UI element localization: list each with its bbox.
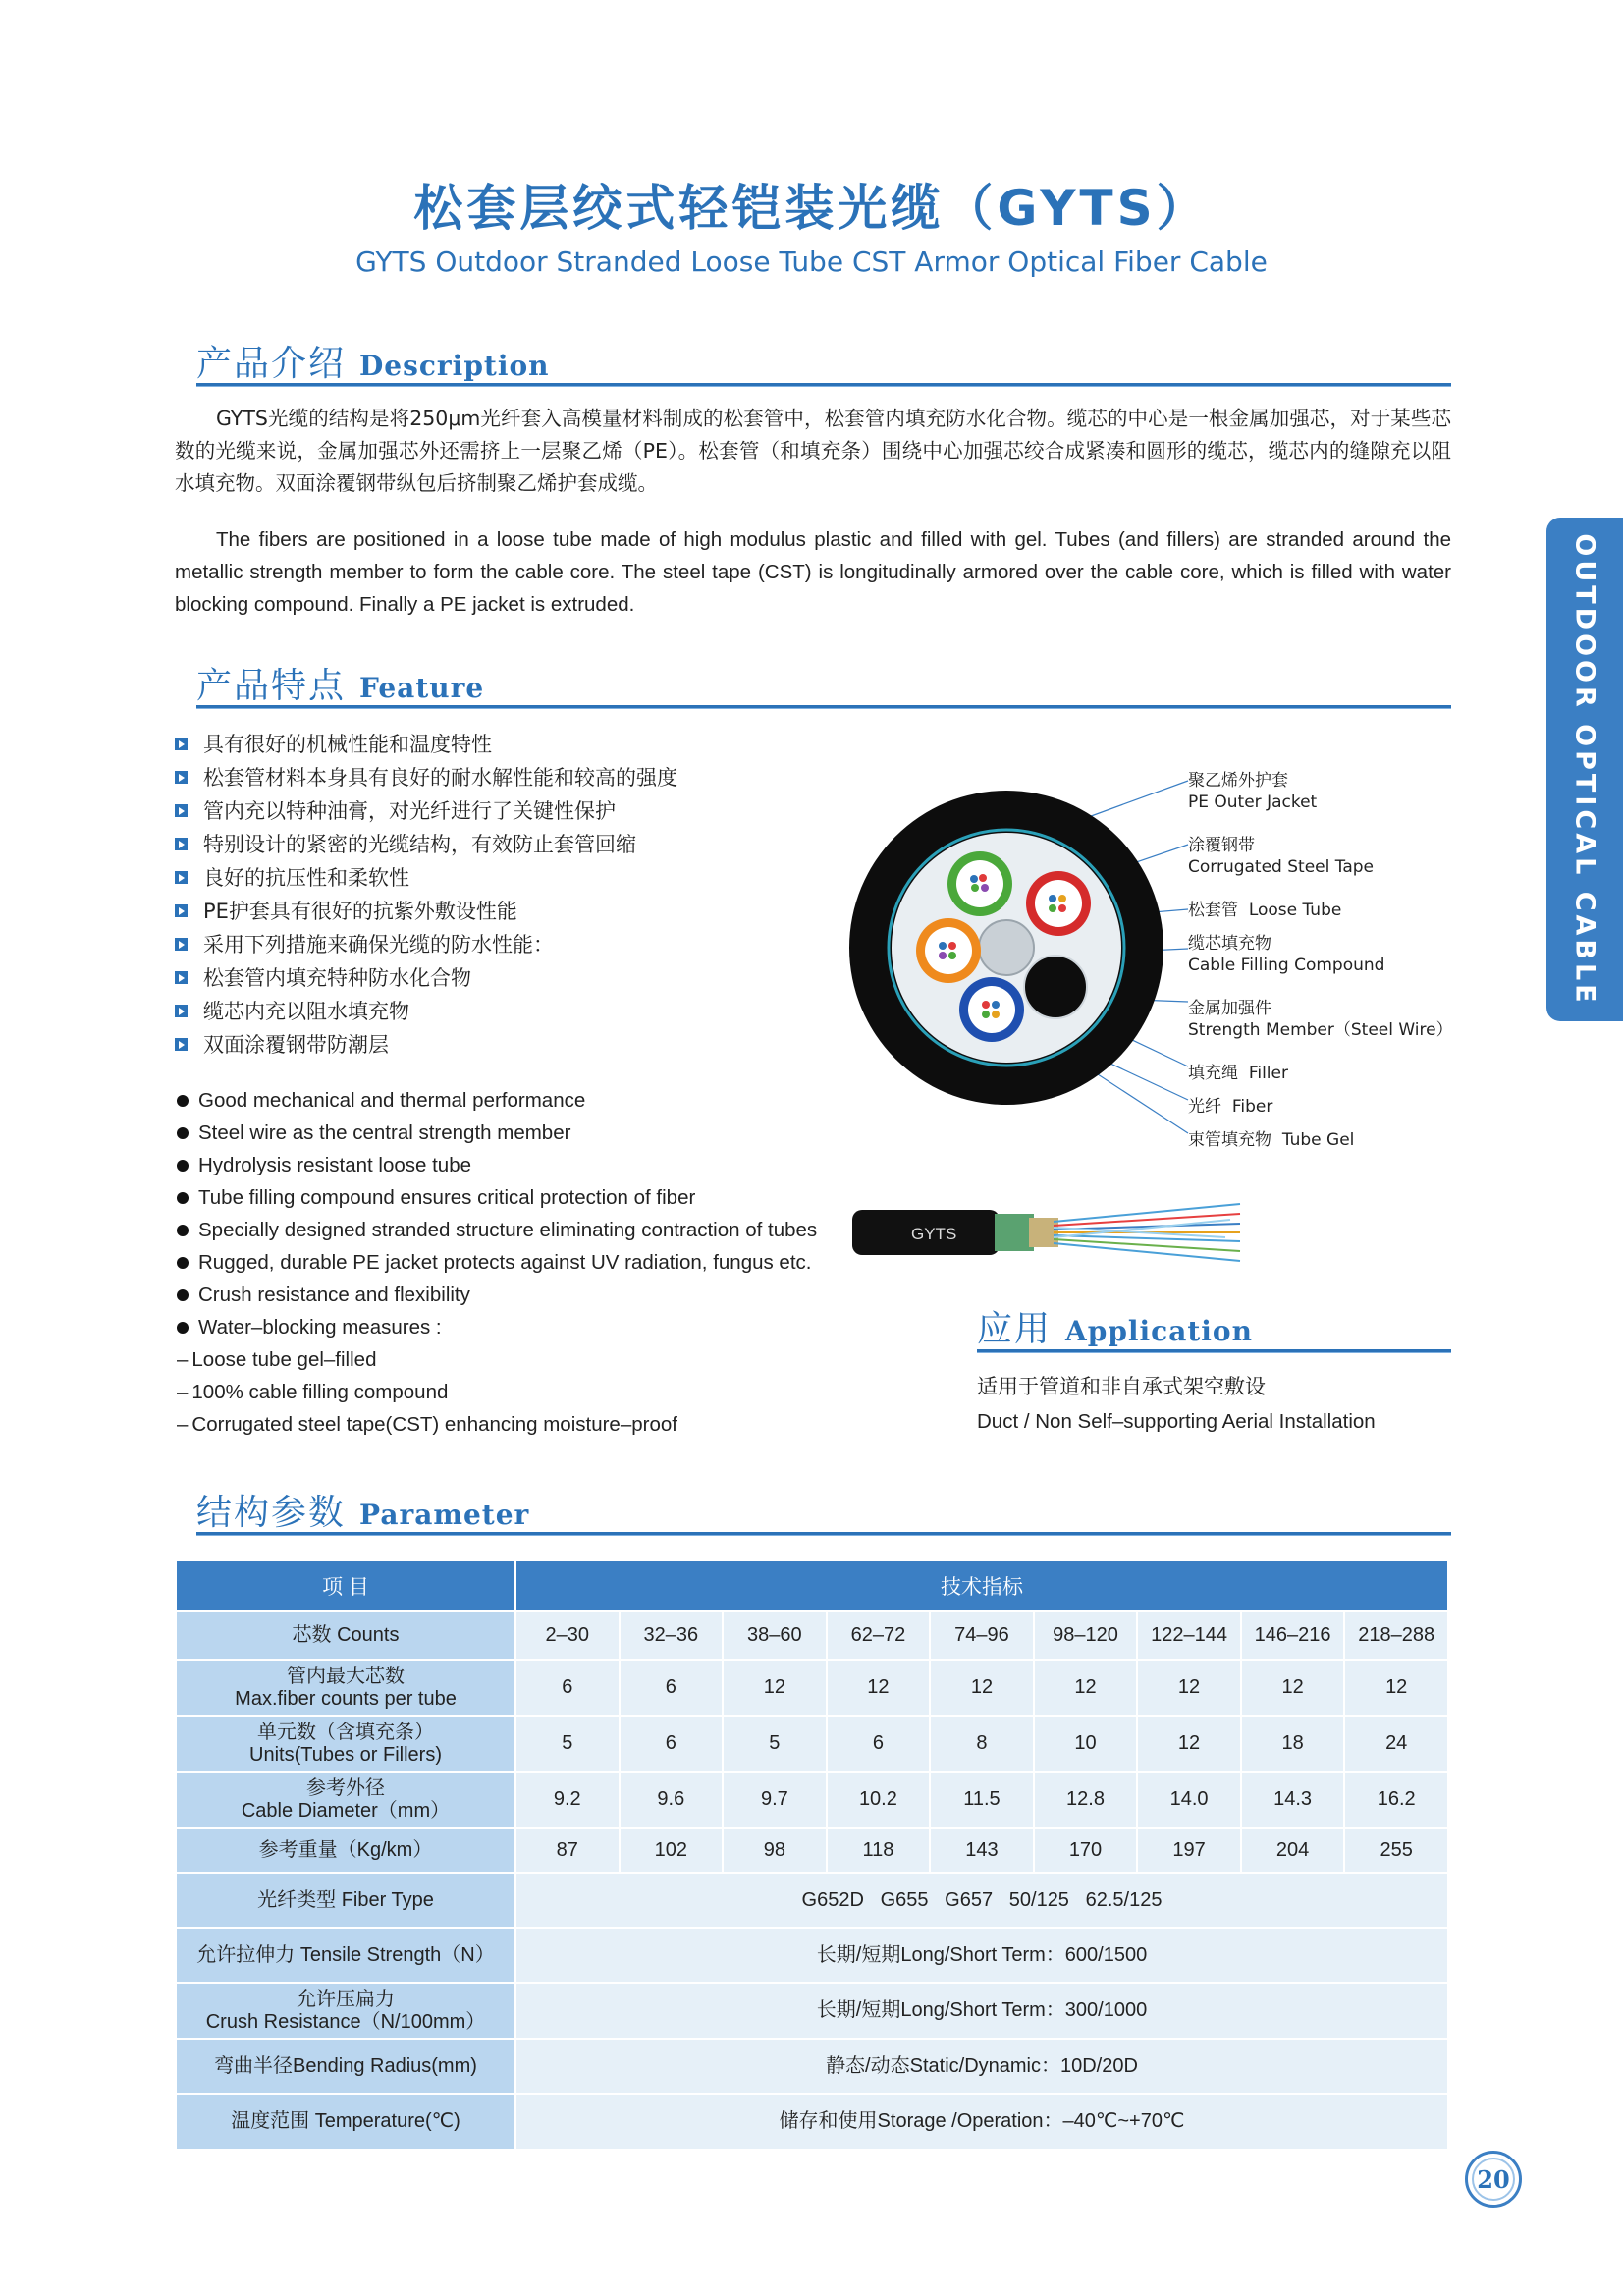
table-cell: 12 xyxy=(827,1660,931,1716)
callout-tube-gel: 束管填充物 Tube Gel xyxy=(1188,1130,1355,1150)
feature-item-zh xyxy=(175,727,882,760)
loose-tube-red xyxy=(1026,871,1091,936)
table-row xyxy=(176,1928,1448,1983)
arrow-bullet-icon xyxy=(175,904,188,917)
feature-heading-en: Feature xyxy=(359,672,485,704)
dash-marker: – xyxy=(177,1380,189,1403)
application-heading-en: Application xyxy=(1065,1315,1253,1347)
arrow-bullet-icon xyxy=(175,738,188,750)
table-row xyxy=(176,1611,1448,1660)
table-cell: 10 xyxy=(1034,1716,1138,1772)
row-label: 参考重量（Kg/km） xyxy=(176,1828,515,1873)
row-label: 参考外径 Cable Diameter（mm） xyxy=(176,1772,515,1828)
table-cell: 储存和使用Storage /Operation：–40℃~+70℃ xyxy=(515,2094,1448,2150)
table-cell: 6 xyxy=(620,1660,724,1716)
table-cell: 118 xyxy=(827,1828,931,1873)
feature-item-text: 双面涂覆钢带防潮层 xyxy=(203,1033,389,1057)
table-cell: 14.3 xyxy=(1241,1772,1345,1828)
feature-item-text: 特别设计的紧密的光缆结构，有效防止套管回缩 xyxy=(203,833,636,856)
callout-jacket: 聚乙烯外护套 PE Outer Jacket xyxy=(1188,771,1318,812)
table-cell: 12 xyxy=(930,1660,1034,1716)
arrow-bullet-icon xyxy=(175,971,188,984)
table-cell: 11.5 xyxy=(930,1772,1034,1828)
feature-item-text: Hydrolysis resistant loose tube xyxy=(198,1153,472,1176)
feature-item-text: Specially designed stranded structure eliminating contraction of tubes xyxy=(198,1218,818,1241)
table-cell: 10.2 xyxy=(827,1772,931,1828)
feature-item-en xyxy=(177,1084,864,1117)
header-spec: 技术指标 xyxy=(515,1560,1448,1611)
table-cell: 98–120 xyxy=(1034,1611,1138,1660)
feature-item-zh xyxy=(175,994,882,1027)
feature-heading-zh: 产品特点 xyxy=(196,666,347,706)
table-row xyxy=(176,2094,1448,2150)
table-cell: 204 xyxy=(1241,1828,1345,1873)
table-cell: 170 xyxy=(1034,1828,1138,1873)
table-cell: 24 xyxy=(1344,1716,1448,1772)
table-row xyxy=(176,1716,1448,1772)
feature-item-text: Tube filling compound ensures critical protection of fiber xyxy=(198,1185,696,1209)
table-header-row xyxy=(176,1560,1448,1611)
feature-item-zh xyxy=(175,894,882,927)
table-cell: 长期/短期Long/Short Term：300/1000 xyxy=(515,1983,1448,2039)
table-row xyxy=(176,1660,1448,1716)
table-cell: 197 xyxy=(1137,1828,1241,1873)
dash-marker: – xyxy=(177,1347,189,1371)
cable-print-text: GYTS xyxy=(911,1225,957,1243)
table-row xyxy=(176,1983,1448,2039)
feature-item-text: Water–blocking measures : xyxy=(198,1315,442,1339)
arrow-bullet-icon xyxy=(175,1038,188,1051)
arrow-bullet-icon xyxy=(175,838,188,850)
feature-item-text: Corrugated steel tape(CST) enhancing moisture–proof xyxy=(191,1412,677,1436)
table-cell: 146–216 xyxy=(1241,1611,1345,1660)
bullet-dot-icon xyxy=(177,1127,189,1139)
arrow-bullet-icon xyxy=(175,1005,188,1017)
table-cell: 9.7 xyxy=(723,1772,827,1828)
description-rule xyxy=(196,383,1451,387)
table-cell: 32–36 xyxy=(620,1611,724,1660)
table-cell: 6 xyxy=(515,1660,620,1716)
arrow-bullet-icon xyxy=(175,804,188,817)
table-cell: G652D G655 G657 50/125 62.5/125 xyxy=(515,1873,1448,1928)
feature-item-en xyxy=(177,1117,864,1149)
table-cell: 18 xyxy=(1241,1716,1345,1772)
feature-item-en xyxy=(177,1181,864,1214)
feature-item-zh xyxy=(175,760,882,793)
bullet-dot-icon xyxy=(177,1095,189,1107)
row-label: 光纤类型 Fiber Type xyxy=(176,1873,515,1928)
table-cell: 255 xyxy=(1344,1828,1448,1873)
table-cell: 12.8 xyxy=(1034,1772,1138,1828)
feature-item-text: Crush resistance and flexibility xyxy=(198,1283,470,1306)
table-cell: 8 xyxy=(930,1716,1034,1772)
feature-item-text: 松套管内填充特种防水化合物 xyxy=(203,966,471,990)
table-cell: 9.2 xyxy=(515,1772,620,1828)
callout-filling-compound: 缆芯填充物 Cable Filling Compound xyxy=(1188,934,1385,975)
parameter-rule xyxy=(196,1532,1451,1536)
table-cell: 122–144 xyxy=(1137,1611,1241,1660)
feature-item-zh xyxy=(175,927,882,960)
feature-item-en-dash xyxy=(177,1376,864,1408)
table-cell: 长期/短期Long/Short Term：600/1500 xyxy=(515,1928,1448,1983)
parameter-table xyxy=(175,1559,1449,2151)
feature-item-en xyxy=(177,1246,864,1279)
feature-item-text: PE护套具有很好的抗紫外敷设性能 xyxy=(203,900,517,923)
bullet-dot-icon xyxy=(177,1257,189,1269)
cable-cross-section xyxy=(844,756,1198,1159)
table-cell: 12 xyxy=(1137,1716,1241,1772)
feature-item-en xyxy=(177,1279,864,1311)
feature-item-en xyxy=(177,1311,864,1343)
table-cell: 6 xyxy=(827,1716,931,1772)
loose-tube-green xyxy=(947,851,1012,916)
table-cell: 12 xyxy=(1241,1660,1345,1716)
feature-item-text: 缆芯内充以阻水填充物 xyxy=(203,1000,409,1023)
feature-item-text: 采用下列措施来确保光缆的防水性能： xyxy=(203,933,554,957)
row-label: 弯曲半径Bending Radius(mm) xyxy=(176,2039,515,2094)
feature-item-text: Good mechanical and thermal performance xyxy=(198,1088,586,1112)
feature-item-zh xyxy=(175,860,882,894)
feature-item-text: 松套管材料本身具有良好的耐水解性能和较高的强度 xyxy=(203,766,677,790)
description-text-zh: GYTS光缆的结构是将250μm光纤套入高模量材料制成的松套管中，松套管内填充防水化合物。缆芯的中心是一根金属加强芯，对于某些芯数的光缆来说，金属加强芯外还需挤上一层聚乙烯（PE）。松套管（和填充条）围绕中心加强芯绞合成紧凑和圆形的缆芯，缆芯内的缝隙充以阻水填充物。双面涂覆钢带纵包后挤制聚乙烯护套成缆。 xyxy=(175,407,1451,495)
table-cell: 38–60 xyxy=(723,1611,827,1660)
feature-item-text: 具有很好的机械性能和温度特性 xyxy=(203,733,492,756)
feature-item-text: 良好的抗压性和柔软性 xyxy=(203,866,409,890)
description-heading-en: Description xyxy=(359,350,550,382)
feature-item-en-dash xyxy=(177,1408,864,1441)
cable-armor-shape xyxy=(995,1214,1034,1251)
callout-steel-tape: 涂覆钢带 Corrugated Steel Tape xyxy=(1188,836,1374,877)
table-cell: 12 xyxy=(1034,1660,1138,1716)
feature-item-zh xyxy=(175,1027,882,1061)
table-cell: 5 xyxy=(515,1716,620,1772)
row-label: 允许压扁力 Crush Resistance（N/100mm） xyxy=(176,1983,515,2039)
feature-item-en-dash xyxy=(177,1343,864,1376)
cable-side-view xyxy=(852,1198,1255,1267)
cable-fibers-shape xyxy=(1054,1204,1240,1261)
bullet-dot-icon xyxy=(177,1225,189,1236)
table-cell: 6 xyxy=(620,1716,724,1772)
filler-shape xyxy=(1024,956,1087,1018)
feature-rule xyxy=(196,705,1451,709)
feature-item-zh xyxy=(175,827,882,860)
arrow-bullet-icon xyxy=(175,871,188,884)
loose-tube-orange xyxy=(916,918,981,983)
row-label: 允许拉伸力 Tensile Strength（N） xyxy=(176,1928,515,1983)
row-label: 芯数 Counts xyxy=(176,1611,515,1660)
description-heading-zh: 产品介绍 xyxy=(196,344,347,384)
parameter-heading-en: Parameter xyxy=(359,1499,530,1531)
row-label: 管内最大芯数 Max.fiber counts per tube xyxy=(176,1660,515,1716)
bullet-dot-icon xyxy=(177,1192,189,1204)
side-tab-label: OUTDOOR OPTICAL CABLE xyxy=(1569,532,1600,1007)
table-row xyxy=(176,2039,1448,2094)
bullet-dot-icon xyxy=(177,1160,189,1172)
callout-strength-member: 金属加强件 Strength Member（Steel Wire） xyxy=(1188,999,1453,1040)
table-cell: 12 xyxy=(1344,1660,1448,1716)
table-cell: 16.2 xyxy=(1344,1772,1448,1828)
callout-fiber: 光纤 Fiber xyxy=(1188,1097,1273,1117)
feature-item-zh xyxy=(175,793,882,827)
application-heading xyxy=(977,1301,1253,1356)
arrow-bullet-icon xyxy=(175,771,188,784)
table-row xyxy=(176,1828,1448,1873)
feature-item-zh xyxy=(175,960,882,994)
table-cell: 62–72 xyxy=(827,1611,931,1660)
side-tab xyxy=(1546,518,1623,1021)
table-cell: 5 xyxy=(723,1716,827,1772)
table-cell: 2–30 xyxy=(515,1611,620,1660)
application-heading-zh: 应用 xyxy=(977,1309,1053,1349)
page-title: 松套层绞式轻铠装光缆（GYTS） xyxy=(413,180,1210,237)
table-row xyxy=(176,1772,1448,1828)
header-item: 项 目 xyxy=(176,1560,515,1611)
page-number: 20 xyxy=(1465,2151,1522,2208)
bullet-dot-icon xyxy=(177,1289,189,1301)
feature-item-en xyxy=(177,1149,864,1181)
table-cell: 218–288 xyxy=(1344,1611,1448,1660)
row-label: 温度范围 Temperature(℃) xyxy=(176,2094,515,2150)
loose-tube-blue xyxy=(959,977,1024,1042)
page-subtitle: GYTS Outdoor Stranded Loose Tube CST Armor Optical Fiber Cable xyxy=(355,246,1268,278)
feature-item-text: 管内充以特种油膏，对光纤进行了关键性保护 xyxy=(203,799,616,823)
application-text-zh: 适用于管道和非自承式架空敷设 xyxy=(977,1375,1266,1398)
callout-loose-tube: 松套管 Loose Tube xyxy=(1188,901,1342,920)
feature-item-text: 100% cable filling compound xyxy=(191,1380,449,1403)
feature-item-text: Loose tube gel–filled xyxy=(191,1347,377,1371)
strength-member-shape xyxy=(979,920,1034,975)
dash-marker: – xyxy=(177,1412,189,1436)
table-cell: 143 xyxy=(930,1828,1034,1873)
parameter-heading-zh: 结构参数 xyxy=(196,1493,347,1533)
table-row xyxy=(176,1873,1448,1928)
table-cell: 98 xyxy=(723,1828,827,1873)
table-cell: 74–96 xyxy=(930,1611,1034,1660)
description-text-en: The fibers are positioned in a loose tube made of high modulus plastic and filled with gel. Tubes (and fillers) are stranded around the metallic strength member to form the cable core. The steel tape (CST) is longitudinally armored over the cable core, which is filled with water blocking compound. Finally a PE jacket is extruded. xyxy=(175,528,1451,616)
table-cell: 12 xyxy=(1137,1660,1241,1716)
table-cell: 9.6 xyxy=(620,1772,724,1828)
application-text-en: Duct / Non Self–supporting Aerial Installation xyxy=(977,1410,1376,1433)
bullet-dot-icon xyxy=(177,1322,189,1334)
table-cell: 87 xyxy=(515,1828,620,1873)
row-label: 单元数（含填充条） Units(Tubes or Fillers) xyxy=(176,1716,515,1772)
table-cell: 14.0 xyxy=(1137,1772,1241,1828)
table-cell: 静态/动态Static/Dynamic：10D/20D xyxy=(515,2039,1448,2094)
table-cell: 102 xyxy=(620,1828,724,1873)
feature-list-zh xyxy=(175,727,882,1061)
feature-list-en xyxy=(177,1084,864,1441)
feature-item-text: Rugged, durable PE jacket protects against UV radiation, fungus etc. xyxy=(198,1250,812,1274)
arrow-bullet-icon xyxy=(175,938,188,951)
callout-filler: 填充绳 Filler xyxy=(1188,1064,1288,1083)
application-rule xyxy=(977,1349,1451,1353)
table-cell: 12 xyxy=(723,1660,827,1716)
feature-item-en xyxy=(177,1214,864,1246)
feature-item-text: Steel wire as the central strength member xyxy=(198,1121,571,1144)
